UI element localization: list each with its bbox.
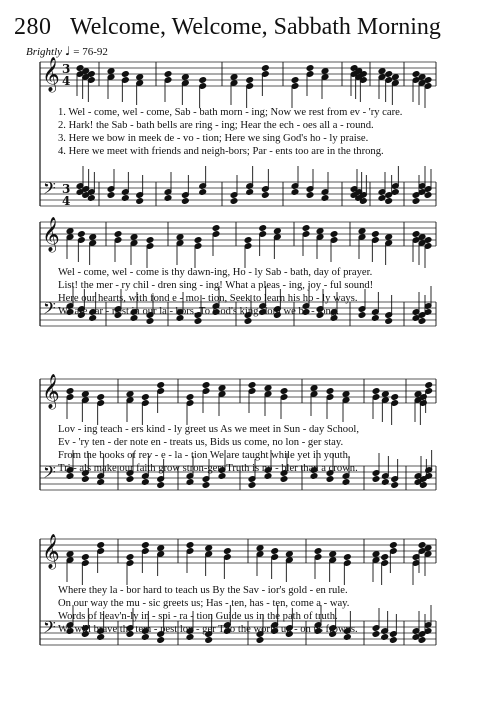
note-head <box>425 382 433 389</box>
note-head <box>343 554 351 561</box>
note-head <box>126 391 134 398</box>
note-head <box>244 237 252 244</box>
note-head <box>285 551 293 558</box>
time-signature-bottom: 4 <box>62 194 71 208</box>
lyric-line: Words of heav'n-ly in - spi - ra - tion Guide us in the path of truth. <box>58 611 338 622</box>
note-head <box>176 234 184 241</box>
note-head <box>259 225 267 232</box>
note-head <box>107 192 115 199</box>
note-head <box>194 237 202 244</box>
note-head <box>146 318 154 325</box>
note-head <box>181 198 189 205</box>
lyric-line: List! the mer - ry chil - dren sing - ing! What a pleas - ing, joy - ful sound! <box>58 280 374 291</box>
note-head <box>81 554 89 561</box>
note-head <box>121 71 129 78</box>
note-head <box>202 382 210 389</box>
note-head <box>389 542 397 549</box>
note-head <box>385 318 393 325</box>
bass-clef-icon: 𝄢 <box>43 617 56 641</box>
note-head <box>330 231 338 238</box>
note-head <box>194 318 202 325</box>
note-head <box>186 394 194 401</box>
note-head <box>89 234 97 241</box>
note-head <box>66 388 74 395</box>
note-head <box>381 554 389 561</box>
note-head <box>136 74 144 81</box>
lyric-line: Ev - 'ry ten - der note en - treats us, Bids us come, no lon - ger stay. <box>58 437 344 448</box>
note-head <box>385 71 393 78</box>
quarter-note-icon: ♩ <box>64 44 71 58</box>
time-signature-top: 3 <box>62 62 71 76</box>
note-head <box>141 394 149 401</box>
note-head <box>157 482 165 489</box>
lyric-line: 4. Here we meet with friends and neigh-bors; Par - ents too are in the throng. <box>58 146 384 157</box>
note-head <box>261 192 269 199</box>
note-head <box>291 77 299 84</box>
note-head <box>212 225 220 232</box>
note-head <box>280 388 288 395</box>
lyric-line: Wel - come, wel - come is thy dawn-ing, Ho - ly Sab - bath, day of prayer. <box>58 267 373 278</box>
note-head <box>248 482 256 489</box>
lyric-line: Where they la - bor hard to teach us By the Sav - ior's gold - en rule. <box>58 585 348 596</box>
note-head <box>306 192 314 199</box>
note-head <box>271 548 279 555</box>
time-signature-bottom: 4 <box>62 74 71 88</box>
note-head <box>81 476 89 483</box>
treble-clef-icon: 𝄞 <box>42 217 60 252</box>
note-head <box>146 237 154 244</box>
note-head <box>244 318 252 325</box>
note-head <box>205 637 213 644</box>
note-head <box>391 394 399 401</box>
note-head <box>136 198 144 205</box>
lyric-line: Here our hearts, with fond e - mo - tion, Seek to learn his ho - ly ways. <box>58 293 358 304</box>
note-head <box>342 391 350 398</box>
note-head <box>81 391 89 398</box>
note-head <box>230 74 238 81</box>
time-signature-top: 3 <box>62 182 71 196</box>
treble-clef-icon: 𝄞 <box>42 374 60 409</box>
lyric-line: 1. Wel - come, wel - come, Sab - bath morn - ing; Now we rest from ev - 'ry care. <box>58 107 403 118</box>
metronome-range: = 76-92 <box>73 46 108 58</box>
note-head <box>97 394 105 401</box>
note-head <box>114 231 122 238</box>
note-head <box>412 198 420 205</box>
note-head <box>157 545 165 552</box>
note-head <box>264 385 272 392</box>
tempo-word: Brightly <box>26 46 63 58</box>
note-head <box>372 631 380 638</box>
note-head <box>358 312 366 319</box>
lyric-line: 3. Here we bow in meek de - vo - tion; Here we sing God's ho - ly praise. <box>58 133 369 144</box>
note-head <box>391 74 399 81</box>
hymn-title: Welcome, Welcome, Sabbath Morning <box>70 14 441 40</box>
note-head <box>385 198 393 205</box>
note-head <box>326 476 334 483</box>
note-head <box>126 554 134 561</box>
note-head <box>372 551 380 558</box>
note-head <box>141 542 149 549</box>
bass-clef-icon: 𝄢 <box>43 298 56 322</box>
note-head <box>385 234 393 241</box>
note-head <box>130 234 138 241</box>
note-head <box>97 542 105 549</box>
note-head <box>306 65 314 72</box>
note-head <box>302 225 310 232</box>
lyric-line: We will brave the tem - pest lon - ger Tho the world up - on us frowns. <box>58 624 358 635</box>
note-head <box>256 637 264 644</box>
note-head <box>310 385 318 392</box>
note-head <box>256 545 264 552</box>
lyric-line: On our way the mu - sic greets us; Has - ten, has - ten, come a - way. <box>58 598 350 609</box>
note-head <box>164 71 172 78</box>
note-head <box>202 482 210 489</box>
note-head <box>326 388 334 395</box>
note-head <box>157 382 165 389</box>
note-head <box>389 637 397 644</box>
note-head <box>218 385 226 392</box>
note-head <box>223 548 231 555</box>
note-head <box>205 545 213 552</box>
note-head <box>107 68 115 75</box>
note-head <box>199 77 207 84</box>
note-head <box>246 77 254 84</box>
note-head <box>280 476 288 483</box>
note-head <box>126 476 134 483</box>
note-head <box>77 231 85 238</box>
bass-clef-icon: 𝄢 <box>43 178 56 202</box>
treble-clef-icon: 𝄞 <box>42 534 60 569</box>
note-head <box>66 551 74 558</box>
note-head <box>181 74 189 81</box>
note-head <box>391 482 399 489</box>
note-head <box>314 548 322 555</box>
note-head <box>248 382 256 389</box>
note-head <box>230 198 238 205</box>
hymn-number: 280 <box>14 14 52 40</box>
treble-clef-icon: 𝄞 <box>42 57 60 92</box>
lyric-line: Tri - als make our faith grow stron-ger; Truth is no - bler than a crown. <box>58 463 358 474</box>
lyric-line: We are ear - nest in our la - bors. To God's king-dom we be - long. <box>58 306 339 317</box>
lyric-line: Lov - ing teach - ers kind - ly greet us As we meet in Sun - day School, <box>58 424 359 435</box>
note-head <box>157 637 165 644</box>
lyric-line: 2. Hark! the Sab - bath bells are ring - ing; Hear the ech - oes all a - round. <box>58 120 374 131</box>
note-head <box>316 228 324 235</box>
note-head <box>378 68 386 75</box>
note-head <box>371 231 379 238</box>
lyric-line: From the books of rev - e - la - tion We are taught while yet in youth. <box>58 450 351 461</box>
note-head <box>358 228 366 235</box>
note-head <box>66 228 74 235</box>
note-head <box>329 551 337 558</box>
note-head <box>186 542 194 549</box>
note-head <box>372 388 380 395</box>
note-head <box>261 65 269 72</box>
note-head <box>321 68 329 75</box>
note-head <box>381 391 389 398</box>
note-head <box>372 476 380 483</box>
bass-clef-icon: 𝄢 <box>43 462 56 486</box>
note-head <box>273 228 281 235</box>
